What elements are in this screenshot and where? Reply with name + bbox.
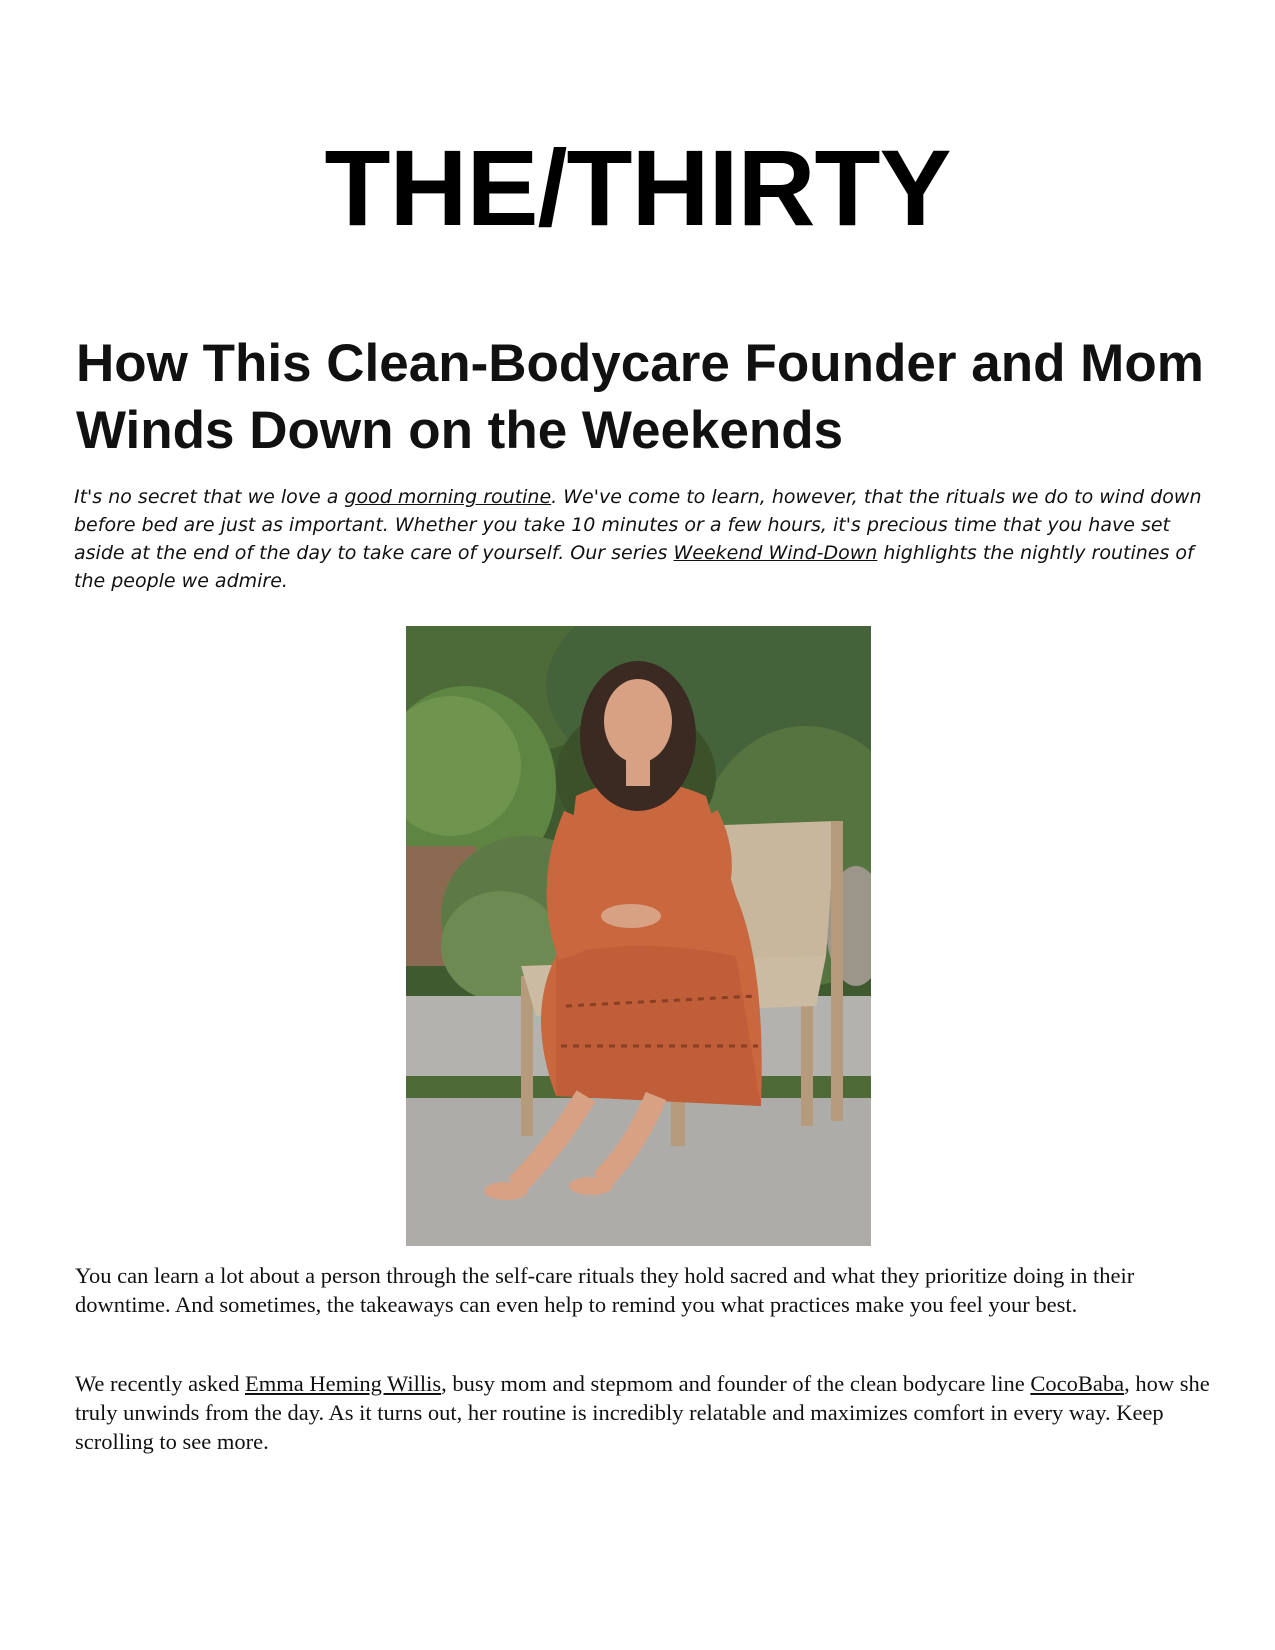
paragraph-2-text-2: , busy mom and stepmom and founder of the clean bodycare line <box>441 1371 1031 1396</box>
intro-text-1: It's no secret that we love a <box>74 486 345 508</box>
article-paragraph-1: You can learn a lot about a person through the self-care rituals they hold sacred and what they prioritize doing in their downtime. And sometimes, the takeaways can even help to remind you what practices make you feel your best. <box>75 1263 1135 1317</box>
paragraph-2-text-3: , how she truly unwinds from the day. As it turns out, her routine is incredibly relatable and maximizes comfort in every way. Keep scrolling to see more. <box>75 1371 1210 1454</box>
article-photo <box>406 626 871 1246</box>
woman-in-orange-dress-seated-photo <box>406 626 871 1246</box>
weekend-wind-down-link[interactable]: Weekend Wind-Down <box>673 542 878 564</box>
intro-text-3: highlights the nightly routines of the people we admire. <box>74 542 1194 592</box>
article-title: How This Clean-Bodycare Founder and Mom Winds Down on the Weekends <box>76 334 1204 460</box>
paragraph-2-text-1: We recently asked <box>75 1371 245 1396</box>
cocobaba-link[interactable]: CocoBaba <box>1030 1371 1125 1396</box>
article-intro <box>74 483 1214 595</box>
good-morning-routine-link[interactable]: good morning routine <box>344 486 552 508</box>
article-paragraph-2 <box>75 1369 1215 1456</box>
intro-text-2: . We've come to learn, however, that the rituals we do to wind down before bed are just as important. Whether you take 10 minutes or a few hours, it's precious time that you have set aside at the end of the day to take care of yourself. Our series <box>74 486 1202 564</box>
masthead-logo[interactable]: THE/THIRTY <box>324 127 951 248</box>
emma-heming-willis-link[interactable]: Emma Heming Willis <box>244 1371 442 1396</box>
